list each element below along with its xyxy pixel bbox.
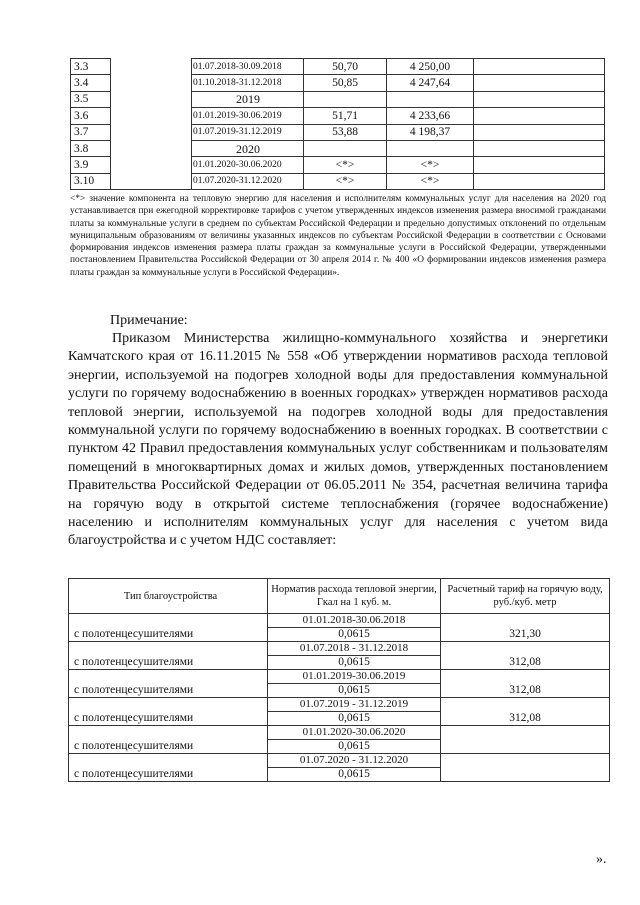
- tariff-components-table: [70, 58, 605, 190]
- row-number: 3.10: [71, 173, 111, 189]
- period-cell: 01.07.2020-31.12.2020: [192, 173, 304, 189]
- empty-cell: [474, 140, 605, 156]
- spacer-cell: [69, 614, 268, 628]
- value-cell: 4 250,00: [387, 59, 474, 75]
- paragraph-text: Приказом Министерства жилищно-коммунального хозяйства и энергетики Камчатского края от 16.11.2015 № 558 «Об утверждении нормативов расхода тепловой энергии, используемой на подогрев холодной воды для предоставления коммунальной услуги по горячему водоснабжению в военных городках» утвержден нормативов расхода тепловой энергии, используемой на подогрев холодной воды для предоставления коммунальной услуги по горячему водоснабжению в военных городках. В соответствии с пунктом 42 Правил предоставления коммунальных услуг собственникам и пользователям помещений в многоквартирных домах и жилых домов, утвержденных постановлением Правительства Российской Федерации от 06.05.2011 № 354, расчетная величина тарифа на горячую воду в открытой системе теплоснабжения (горячее водоснабжение) населению и исполнителям коммунальных услуг для населения с учетом вида благоустройства и с учетом НДС составляет:: [68, 331, 608, 549]
- period-row: [69, 698, 610, 712]
- value-cell: 4 233,66: [387, 108, 474, 124]
- spacer-cell: [69, 642, 268, 656]
- value-cell: 50,70: [304, 59, 387, 75]
- row-number: 3.3: [71, 59, 111, 75]
- value-cell: <*>: [304, 157, 387, 173]
- value-cell: <*>: [387, 157, 474, 173]
- period-cell: 01.01.2020-30.06.2020: [268, 726, 441, 740]
- table-row: [69, 768, 610, 782]
- header-type: Тип благоустройства: [69, 579, 268, 614]
- note-heading: Примечание:: [110, 313, 188, 328]
- empty-cell: [474, 157, 605, 173]
- period-cell: 01.10.2018-31.12.2018: [192, 75, 304, 91]
- period-row: [69, 726, 610, 740]
- row-number: 3.5: [71, 91, 111, 107]
- table-row: [69, 628, 610, 642]
- closing-mark: ».: [596, 852, 607, 867]
- period-cell: 01.01.2019-30.06.2019: [192, 108, 304, 124]
- spacer-cell: [69, 670, 268, 684]
- table-row: [69, 712, 610, 726]
- tariff-cell: 321,30: [441, 628, 610, 642]
- empty-cell: [474, 91, 605, 107]
- empty-cell: [474, 59, 605, 75]
- header-tariff: Расчетный тариф на горячую воду, руб./куб. метр: [441, 579, 610, 614]
- type-cell: с полотенцесушителями: [69, 684, 268, 698]
- norm-cell: 0,0615: [268, 656, 441, 670]
- empty-cell: [474, 173, 605, 189]
- table-header-row: [69, 579, 610, 614]
- period-cell: 01.07.2019 - 31.12.2019: [268, 698, 441, 712]
- value-cell: 51,71: [304, 108, 387, 124]
- table-row: [71, 59, 605, 75]
- spacer-cell: [441, 754, 610, 768]
- value-cell: [387, 91, 474, 107]
- hot-water-tariff-table: [68, 578, 610, 782]
- spacer-cell: [69, 698, 268, 712]
- row-number: 3.9: [71, 157, 111, 173]
- type-cell: с полотенцесушителями: [69, 712, 268, 726]
- body-paragraph: [68, 330, 608, 551]
- spacer-cell: [441, 698, 610, 712]
- type-cell: с полотенцесушителями: [69, 740, 268, 754]
- norm-cell: 0,0615: [268, 684, 441, 698]
- empty-cell: [474, 108, 605, 124]
- norm-cell: 0,0615: [268, 768, 441, 782]
- type-cell: с полотенцесушителями: [69, 656, 268, 670]
- spacer-cell: [69, 754, 268, 768]
- period-row: [69, 642, 610, 656]
- empty-cell: [474, 124, 605, 140]
- period-cell: 01.01.2019-30.06.2019: [268, 670, 441, 684]
- year-cell: 2019: [192, 91, 304, 107]
- header-norm: Норматив расхода тепловой энергии, Гкал на 1 куб. м.: [268, 579, 441, 614]
- spacer-cell: [441, 614, 610, 628]
- period-cell: 01.07.2020 - 31.12.2020: [268, 754, 441, 768]
- period-cell: 01.01.2018-30.06.2018: [268, 614, 441, 628]
- spacer-cell: [441, 726, 610, 740]
- tariff-cell: [441, 768, 610, 782]
- value-cell: 4 247,64: [387, 75, 474, 91]
- norm-cell: 0,0615: [268, 628, 441, 642]
- period-row: [69, 670, 610, 684]
- value-cell: <*>: [304, 173, 387, 189]
- merged-blank-cell: [111, 59, 192, 190]
- row-number: 3.6: [71, 108, 111, 124]
- year-cell: 2020: [192, 140, 304, 156]
- period-cell: 01.07.2018-30.09.2018: [192, 59, 304, 75]
- norm-cell: 0,0615: [268, 740, 441, 754]
- table-row: [69, 684, 610, 698]
- spacer-cell: [69, 726, 268, 740]
- value-cell: 4 198,37: [387, 124, 474, 140]
- tariff-cell: 312,08: [441, 712, 610, 726]
- spacer-cell: [441, 670, 610, 684]
- type-cell: с полотенцесушителями: [69, 628, 268, 642]
- tariff-cell: 312,08: [441, 656, 610, 670]
- value-cell: [304, 140, 387, 156]
- row-number: 3.4: [71, 75, 111, 91]
- norm-cell: 0,0615: [268, 712, 441, 726]
- tariff-cell: [441, 740, 610, 754]
- row-number: 3.7: [71, 124, 111, 140]
- value-cell: [304, 91, 387, 107]
- tariff-cell: 312,08: [441, 684, 610, 698]
- period-cell: 01.07.2018 - 31.12.2018: [268, 642, 441, 656]
- table-row: [69, 740, 610, 754]
- value-cell: [387, 140, 474, 156]
- table-row: [69, 656, 610, 670]
- period-row: [69, 754, 610, 768]
- period-cell: 01.07.2019-31.12.2019: [192, 124, 304, 140]
- value-cell: <*>: [387, 173, 474, 189]
- row-number: 3.8: [71, 140, 111, 156]
- value-cell: 50,85: [304, 75, 387, 91]
- type-cell: с полотенцесушителями: [69, 768, 268, 782]
- footnote: <*> значение компонента на тепловую энергию для населения и исполнителям коммунальных услуг для населения на 2020 год устанавливается при ежегодной корректировке тарифов с учетом утвержденных индексов изменения размера вносимой гражданами платы за коммунальные услуги в среднем по субъектам Российской Федерации и предельно допустимых отклонений по отдельным муниципальным образованиям от величины указанных индексов по субъектам Российской Федерации в соответствии с Основами формирования индексов изменения размера платы граждан за коммунальные услуги в Российской Федерации, утвержденными постановлением Правительства Российской Федерации от 30 апреля 2014 г. № 400 «О формировании индексов изменения размера платы граждан за коммунальные услуги в Российской Федерации».: [70, 194, 606, 278]
- period-cell: 01.01.2020-30.06.2020: [192, 157, 304, 173]
- empty-cell: [474, 75, 605, 91]
- period-row: [69, 614, 610, 628]
- value-cell: 53,88: [304, 124, 387, 140]
- spacer-cell: [441, 642, 610, 656]
